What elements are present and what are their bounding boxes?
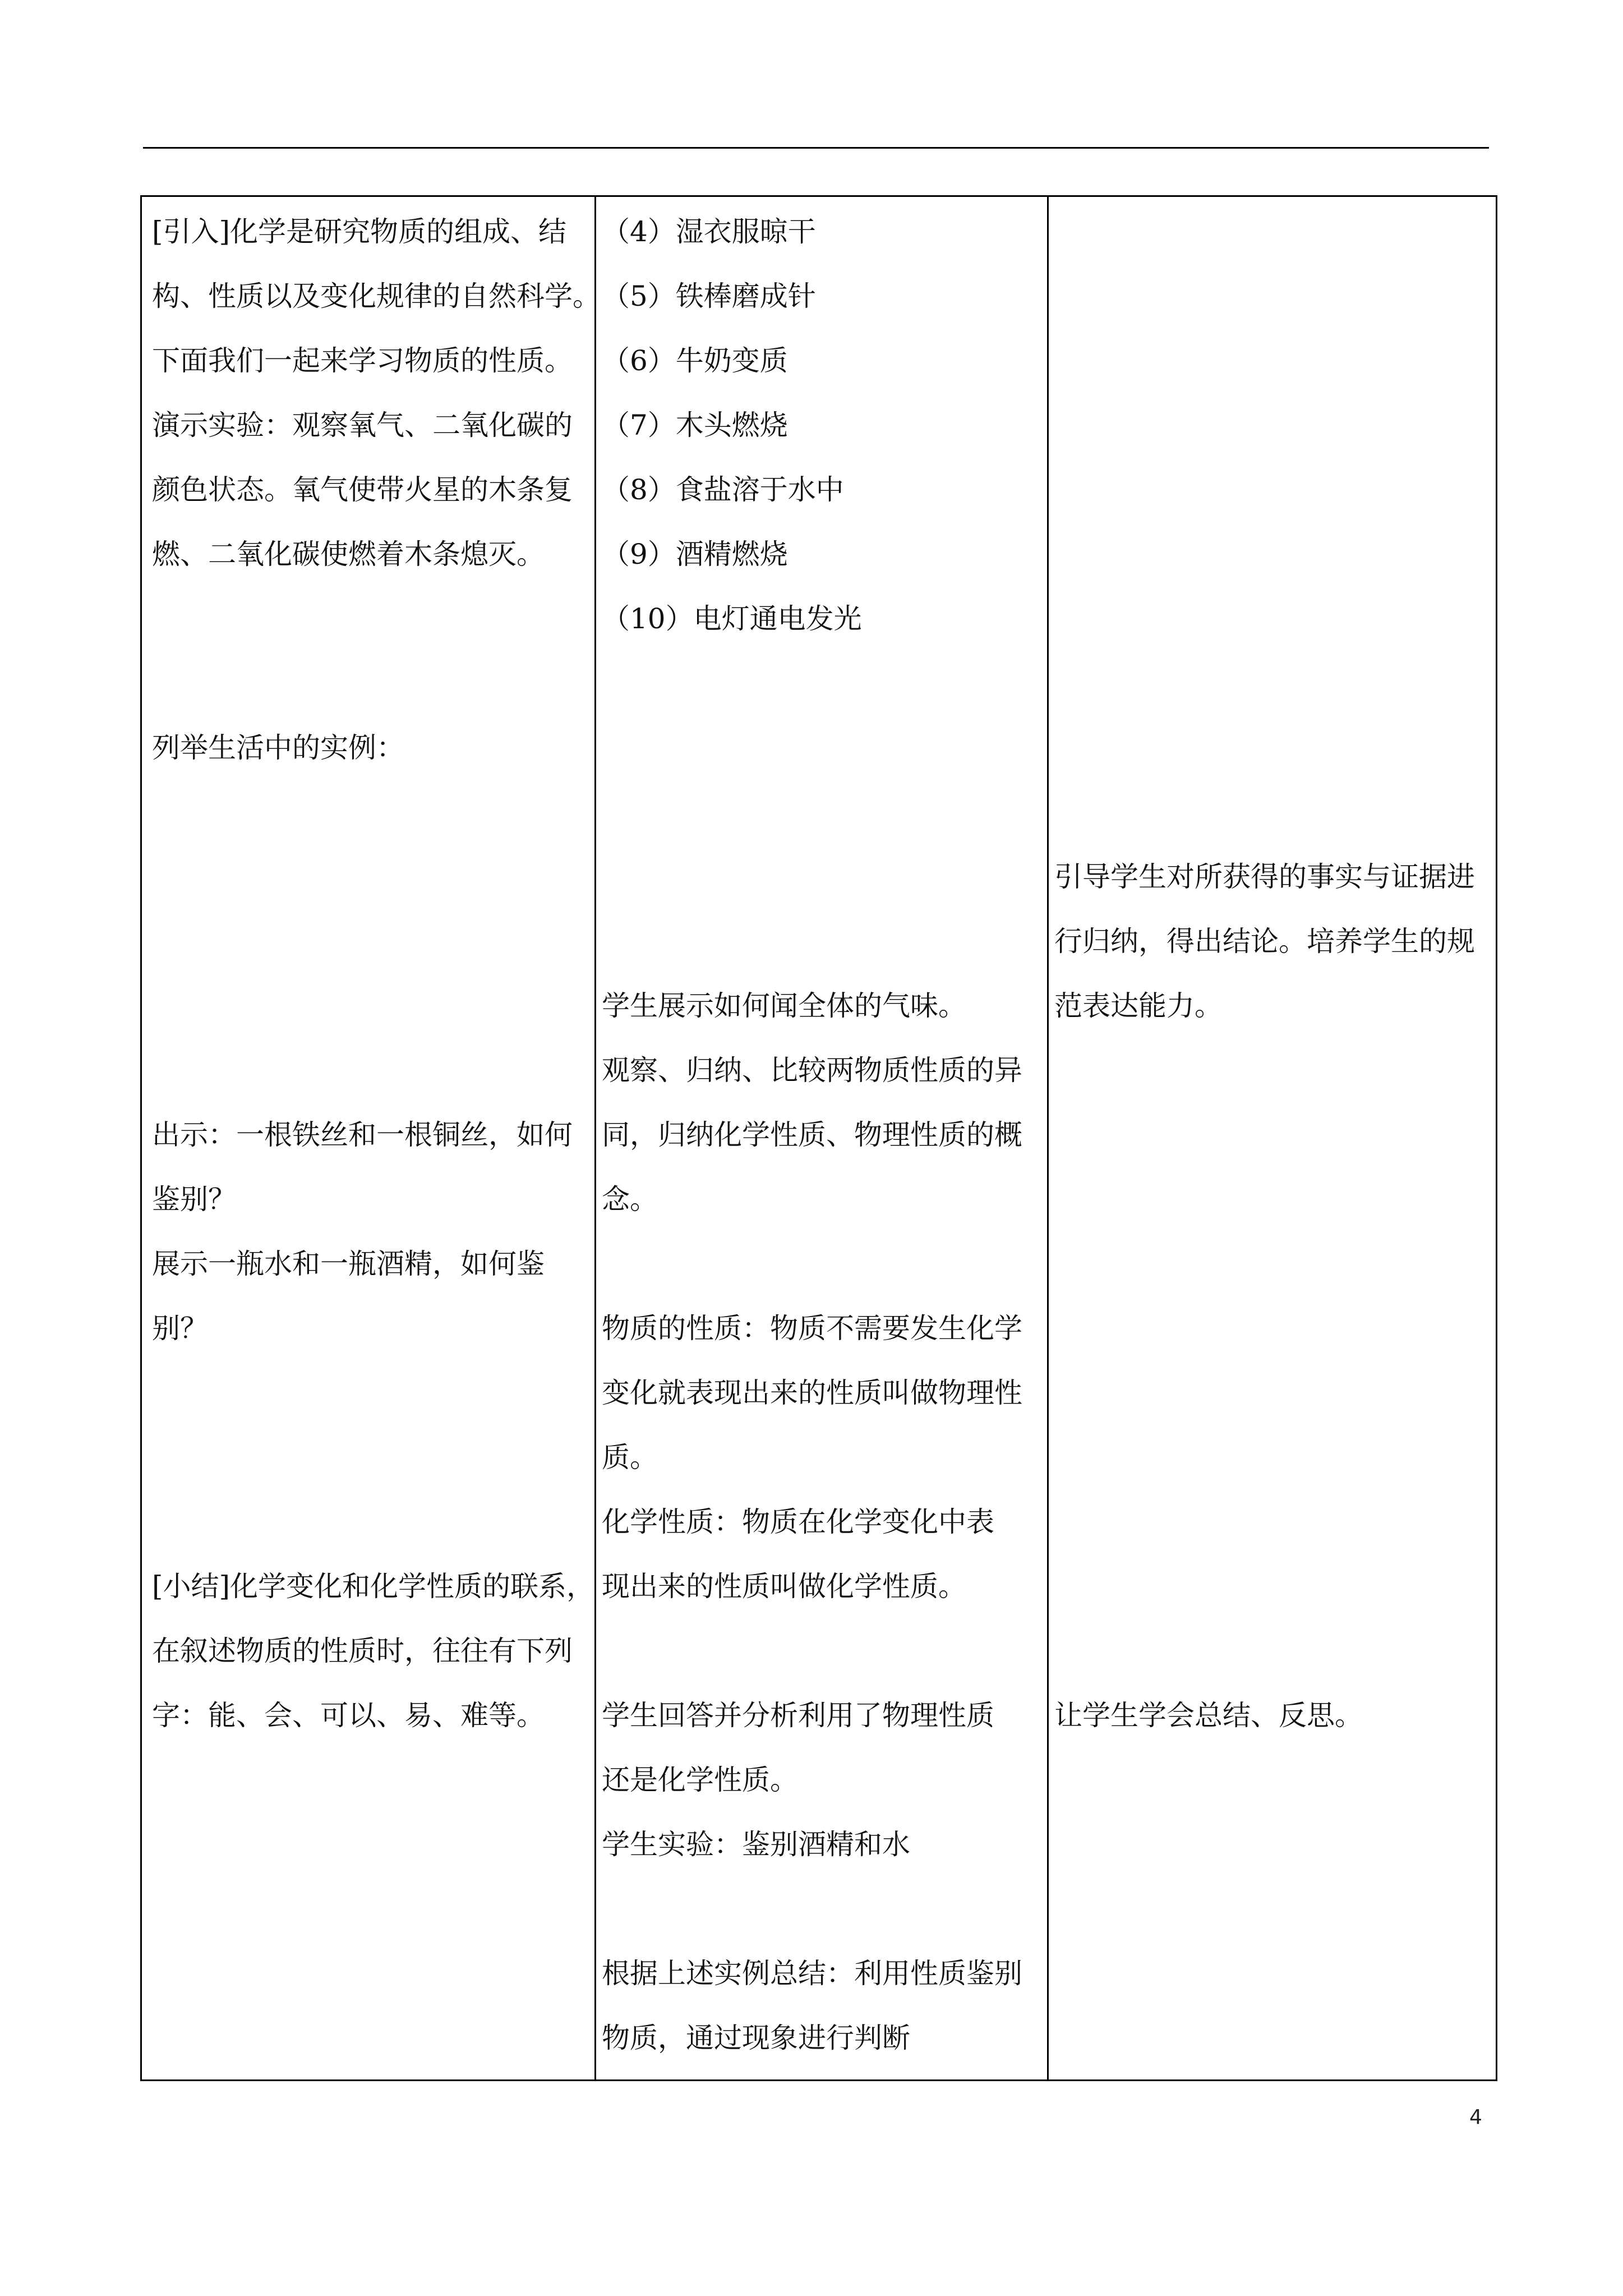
page-number: 4	[1469, 2106, 1482, 2129]
col3-line: 行归纳，得出结论。培养学生的规	[1054, 925, 1475, 958]
col2-line: 变化就表现出来的性质叫做物理性	[602, 1377, 1022, 1409]
col2-line: 学生展示如何闻全体的气味。	[602, 990, 966, 1022]
col2-line: （5）铁棒磨成针	[602, 280, 816, 312]
col1-line: 燃、二氧化碳使燃着木条熄灭。	[152, 538, 545, 570]
header-rule	[143, 147, 1489, 149]
col2-line: 根据上述实例总结：利用性质鉴别	[602, 1957, 1022, 1990]
col2-line: （8）食盐溶于水中	[602, 473, 844, 506]
col1-line: 展示一瓶水和一瓶酒精，如何鉴	[152, 1248, 545, 1280]
col1-line: 下面我们一起来学习物质的性质。	[152, 344, 573, 377]
col1-line: 构、性质以及变化规律的自然科学。	[152, 280, 601, 312]
col1-line: 列举生活中的实例：	[152, 731, 404, 764]
col2-line: 学生实验：鉴别酒精和水	[602, 1828, 910, 1861]
col3-line: 让学生学会总结、反思。	[1054, 1699, 1363, 1732]
col3-line: 引导学生对所获得的事实与证据进	[1054, 861, 1475, 893]
col2-line: 观察、归纳、比较两物质性质的异	[602, 1054, 1022, 1087]
col1-line: 鉴别？	[152, 1183, 236, 1216]
column-student-activity	[596, 197, 1047, 2079]
col1-line: 在叙述物质的性质时，往往有下列	[152, 1635, 573, 1667]
lesson-table	[140, 195, 1497, 2081]
col1-line: 出示：一根铁丝和一根铜丝，如何	[152, 1119, 573, 1151]
col2-line: （9）酒精燃烧	[602, 538, 788, 570]
column-design-intent	[1049, 197, 1496, 2079]
col2-line: （4）湿衣服晾干	[602, 215, 816, 248]
col1-line: [小结]化学变化和化学性质的联系，	[152, 1570, 595, 1603]
col1-line: 颜色状态。氧气使带火星的木条复	[152, 473, 573, 506]
col2-line: 念。	[602, 1183, 658, 1216]
col1-line: 别？	[152, 1312, 208, 1345]
col2-line: 学生回答并分析利用了物理性质	[602, 1699, 994, 1732]
col2-line: （7）木头燃烧	[602, 409, 788, 441]
col2-line: 物质，通过现象进行判断	[602, 2022, 910, 2054]
col2-line: 同，归纳化学性质、物理性质的概	[602, 1119, 1022, 1151]
col2-line: 化学性质：物质在化学变化中表	[602, 1506, 994, 1538]
col2-line: 质。	[602, 1441, 658, 1474]
col2-line: 物质的性质：物质不需要发生化学	[602, 1312, 1022, 1345]
col2-line: （6）牛奶变质	[602, 344, 788, 377]
col1-line: [引入]化学是研究物质的组成、结	[152, 215, 567, 248]
col2-line: 现出来的性质叫做化学性质。	[602, 1570, 966, 1603]
col1-line: 字：能、会、可以、易、难等。	[152, 1699, 545, 1732]
col2-line: 还是化学性质。	[602, 1764, 798, 1796]
col3-line: 范表达能力。	[1054, 990, 1223, 1022]
col1-line: 演示实验：观察氧气、二氧化碳的	[152, 409, 573, 441]
column-teacher-activity	[142, 197, 601, 2079]
col2-line: （10）电灯通电发光	[602, 602, 862, 635]
